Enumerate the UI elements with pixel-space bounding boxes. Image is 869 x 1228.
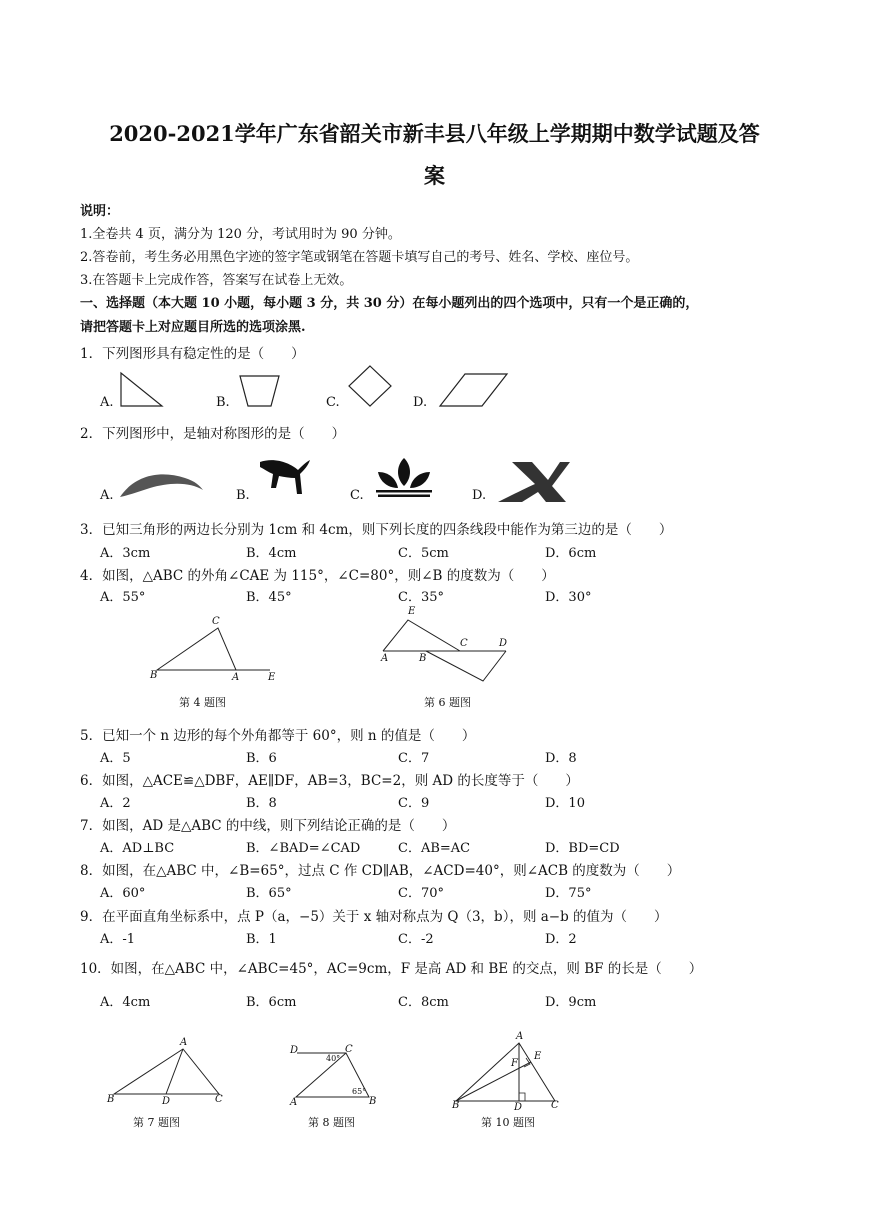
fig8-caption: 第 8 题图 <box>308 1116 355 1129</box>
instructions-heading: 说明： <box>80 204 120 219</box>
question-1-stem: 1．下列图形具有稳定性的是（ ） <box>80 346 305 362</box>
q8-option-d: D．75° <box>545 886 592 901</box>
q10-option-c: C．8cm <box>398 995 449 1010</box>
instruction-3: 3.在答题卡上完成作答，答案写在试卷上无效。 <box>80 273 353 288</box>
q1-option-b: B. <box>216 395 230 410</box>
fig10-label-b: B <box>452 1100 460 1111</box>
q6-option-c: C．9 <box>398 796 430 811</box>
question-7-stem: 7．如图，AD 是△ABC 的中线，则下列结论正确的是（ ） <box>80 818 456 834</box>
q2-option-c: C. <box>350 488 364 503</box>
fig7-label-d: D <box>162 1096 171 1107</box>
q10-option-b: B．6cm <box>246 995 297 1010</box>
q8-option-c: C．70° <box>398 886 444 901</box>
q8-option-a: A．60° <box>100 886 146 901</box>
question-5-stem: 5．已知一个 n 边形的每个外角都等于 60°，则 n 的值是（ ） <box>80 728 476 744</box>
fig4-label-b: B <box>150 670 158 681</box>
q10-option-d: D．9cm <box>545 995 597 1010</box>
page-title: 2020-2021学年广东省韶关市新丰县八年级上学期期中数学试题及答 <box>109 121 760 146</box>
q9-option-a: A．-1 <box>100 932 136 947</box>
q7-option-a: A．AD⊥BC <box>100 841 175 856</box>
fig6-caption: 第 6 题图 <box>424 696 471 709</box>
q6-option-a: A．2 <box>100 796 131 811</box>
fig10-label-a: A <box>516 1031 524 1042</box>
fig4-label-c: C <box>212 616 220 627</box>
fig10-label-e: E <box>534 1051 542 1062</box>
fig7-caption: 第 7 题图 <box>133 1116 180 1129</box>
q1-option-c: C. <box>326 395 340 410</box>
fig8-label-b: B <box>369 1096 377 1107</box>
fig8-label-a: A <box>290 1097 298 1108</box>
fig10-caption: 第 10 题图 <box>481 1116 535 1129</box>
q6-option-b: B．8 <box>246 796 277 811</box>
q5-option-c: C．7 <box>398 751 430 766</box>
question-2-stem: 2．下列图形中，是轴对称图形的是（ ） <box>80 426 346 442</box>
q3-option-b: B．4cm <box>246 546 297 561</box>
q4-option-c: C．35° <box>398 590 444 605</box>
fig6-label-c: C <box>460 638 468 649</box>
q9-option-d: D．2 <box>545 932 577 947</box>
q6-option-d: D．10 <box>545 796 585 811</box>
question-3-stem: 3．已知三角形的两边长分别为 1cm 和 4cm，则下列长度的四条线段中能作为第三边的是（ ） <box>80 522 673 538</box>
q7-option-d: D．BD=CD <box>545 841 620 856</box>
instruction-1: 1.全卷共 4 页，满分为 120 分，考试用时为 90 分钟。 <box>80 227 401 242</box>
section-heading-cont: 请把答题卡上对应题目所选的选项涂黑. <box>80 320 306 335</box>
fig7-label-b: B <box>107 1094 115 1105</box>
q5-option-d: D．8 <box>545 751 577 766</box>
page-title-cont: 案 <box>424 163 445 188</box>
q8-option-b: B．65° <box>246 886 292 901</box>
q1-option-d: D. <box>413 395 428 410</box>
q3-option-a: A．3cm <box>100 546 151 561</box>
fig6-label-d: D <box>499 638 508 649</box>
q7-option-c: C．AB=AC <box>398 841 471 856</box>
q9-option-b: B．1 <box>246 932 277 947</box>
q4-option-a: A．55° <box>100 590 146 605</box>
question-9-stem: 9．在平面直角坐标系中，点 P（a，−5）关于 x 轴对称点为 Q（3，b），则 a−b 的值为（ ） <box>80 909 668 925</box>
q4-option-b: B．45° <box>246 590 292 605</box>
q10-option-a: A．4cm <box>100 995 151 1010</box>
q9-option-c: C．-2 <box>398 932 434 947</box>
fig4-label-a: A <box>232 672 240 683</box>
q5-option-a: A．5 <box>100 751 131 766</box>
fig6-label-e: E <box>408 606 416 617</box>
fig8-angle-40: 40° <box>326 1054 341 1063</box>
q7-option-b: B．∠BAD=∠CAD <box>246 841 361 856</box>
q2-option-d: D. <box>472 488 487 503</box>
q2-option-a: A. <box>100 488 114 503</box>
q4-option-d: D．30° <box>545 590 592 605</box>
fig10-label-f: F <box>511 1058 518 1069</box>
section-heading: 一、选择题（本大题 10 小题，每小题 3 分，共 30 分）在每小题列出的四个选项中，只有一个是正确的， <box>80 296 699 311</box>
fig8-label-d: D <box>290 1045 299 1056</box>
fig6-label-a: A <box>381 653 389 664</box>
fig10-label-c: C <box>551 1100 559 1111</box>
fig7-label-a: A <box>180 1037 188 1048</box>
fig6-label-b: B <box>419 653 427 664</box>
fig8-label-c: C <box>345 1044 353 1055</box>
q1-option-a: A. <box>100 395 114 410</box>
question-8-stem: 8．如图，在△ABC 中，∠B=65°，过点 C 作 CD∥AB，∠ACD=40°，则∠ACB 的度数为（ ） <box>80 863 681 879</box>
fig7-label-c: C <box>215 1094 223 1105</box>
instruction-2: 2.答卷前，考生务必用黑色字迹的签字笔或钢笔在答题卡填写自己的考号、姓名、学校、座位号。 <box>80 250 639 265</box>
q5-option-b: B．6 <box>246 751 277 766</box>
question-4-stem: 4．如图，△ABC 的外角∠CAE 为 115°，∠C=80°，则∠B 的度数为（ ） <box>80 568 555 584</box>
fig8-angle-65: 65° <box>352 1087 367 1096</box>
fig10-label-d: D <box>514 1102 523 1113</box>
fig4-caption: 第 4 题图 <box>179 696 226 709</box>
question-10-stem: 10．如图，在△ABC 中，∠ABC=45°，AC=9cm，F 是高 AD 和 BE 的交点，则 BF 的长是（ ） <box>80 961 703 977</box>
fig4-label-e: E <box>268 672 276 683</box>
q2-option-b: B. <box>236 488 250 503</box>
q3-option-c: C．5cm <box>398 546 449 561</box>
q3-option-d: D．6cm <box>545 546 597 561</box>
question-6-stem: 6．如图，△ACE≌△DBF，AE∥DF，AB=3，BC=2，则 AD 的长度等于（ ） <box>80 773 579 789</box>
